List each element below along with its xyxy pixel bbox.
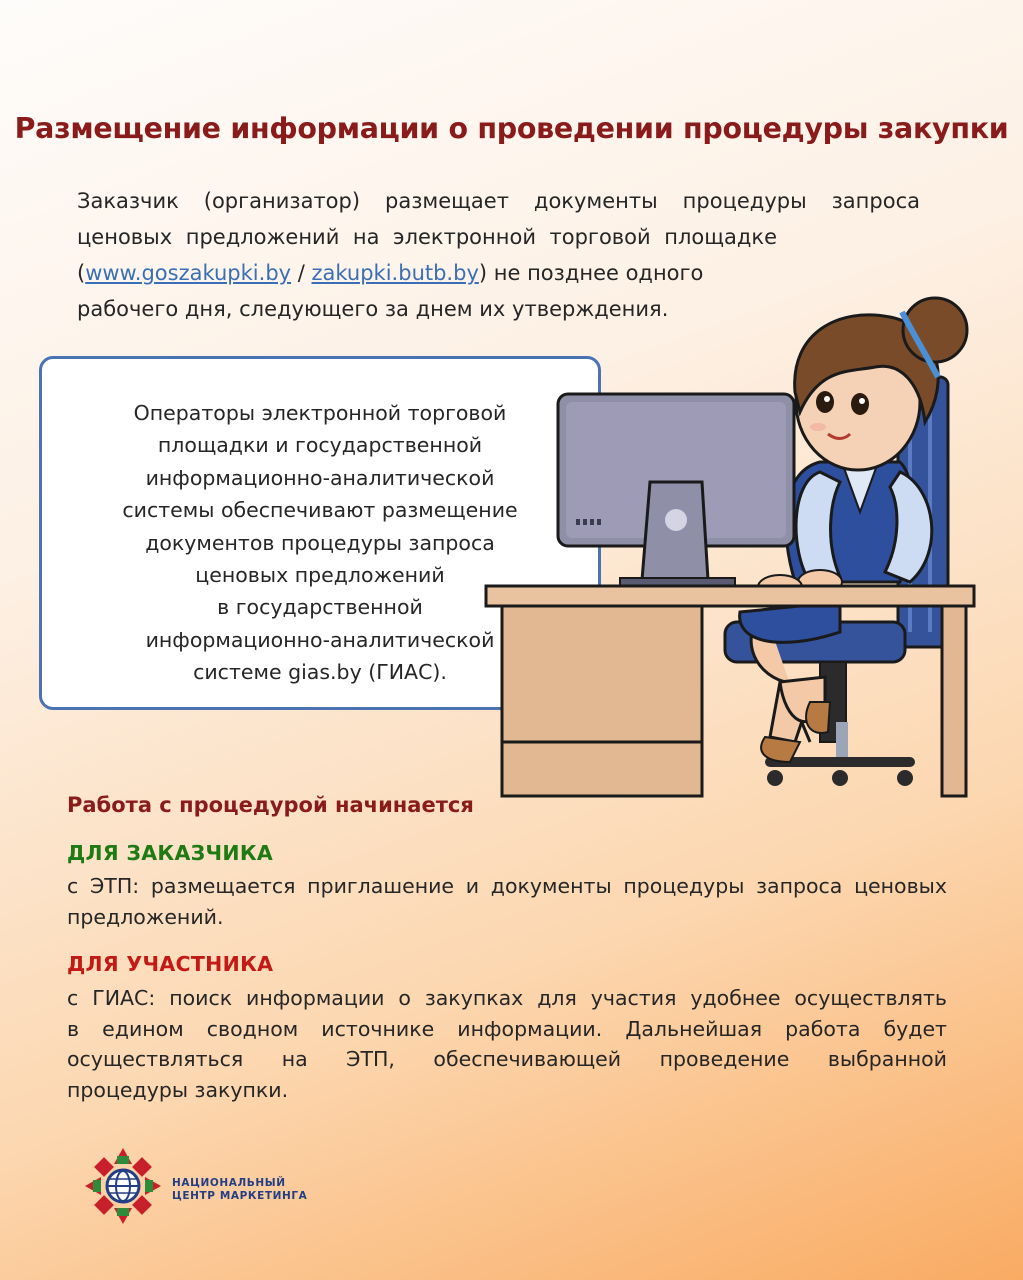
butb-link[interactable]: zakupki.butb.by (311, 261, 479, 285)
logo-line: НАЦИОНАЛЬНЫЙ (172, 1177, 286, 1189)
info-line: системе gias.by (ГИАС). (193, 660, 447, 685)
intro-paren-open: ( (77, 261, 86, 285)
info-line: в государственной (217, 595, 423, 620)
participant-line: процедуры закупки. (67, 1077, 289, 1102)
logo-line: ЦЕНТР МАРКЕТИНГА (172, 1190, 308, 1202)
woman-at-computer-illustration (480, 282, 980, 802)
page-title: Размещение информации о проведении процедуры закупки (14, 112, 1009, 145)
link-separator: / (291, 261, 312, 285)
info-line: Операторы электронной торговой (133, 401, 507, 425)
intro-line-2: ценовых предложений на электронной торговой площадке (77, 225, 777, 249)
info-line: документов процедуры запроса (145, 530, 495, 555)
info-line: ценовых предложений (195, 563, 445, 588)
logo-text (172, 1177, 307, 1203)
participant-line: в едином сводном источнике информации. Дальнейшая работа будет (67, 1016, 947, 1041)
work-heading: Работа с процедурой начинается (67, 793, 474, 817)
customer-line: с ЭТП: размещается приглашение и документы процедуры запроса ценовых (67, 874, 947, 898)
info-line: информационно-аналитической (145, 465, 495, 490)
intro-paren-close: ) не позднее одного (478, 261, 704, 285)
ncm-logo-icon (78, 1146, 168, 1226)
goszakupki-link[interactable]: www.goszakupki.by (85, 261, 292, 285)
customer-label: ДЛЯ ЗАКАЗЧИКА (67, 841, 274, 865)
participant-label: ДЛЯ УЧАСТНИКА (67, 952, 274, 976)
info-line: системы обеспечивают размещение (122, 498, 518, 523)
participant-line: осуществляться на ЭТП, обеспечивающей проведение выбранной (67, 1047, 947, 1071)
info-line: информационно-аналитической (145, 627, 495, 652)
info-line: площадки и государственной (157, 433, 483, 458)
intro-line-1: Заказчик (организатор) размещает документы процедуры запроса (77, 189, 920, 213)
participant-line: с ГИАС: поиск информации о закупках для участия удобнее осуществлять (67, 986, 947, 1010)
customer-line: предложений. (67, 904, 224, 929)
monitor-icon (558, 394, 794, 587)
intro-line-4: рабочего дня, следующего за днем их утверждения. (77, 297, 669, 321)
participant-text (67, 983, 947, 1105)
customer-text (67, 871, 947, 932)
